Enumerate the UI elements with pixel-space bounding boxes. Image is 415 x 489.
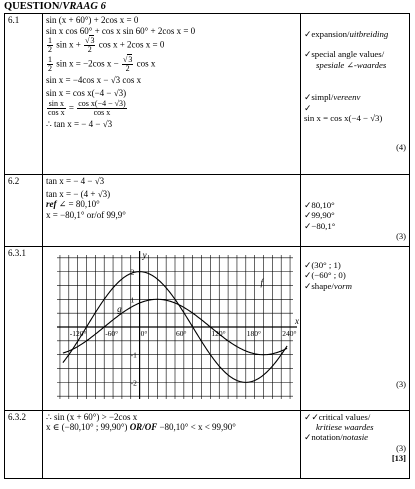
fraction: $\frac{√3}{2}$ xyxy=(85,36,95,55)
marks-cell xyxy=(301,14,410,175)
mark-total: (3) xyxy=(396,231,406,242)
mark-item: ✓shape/vorm xyxy=(304,280,352,291)
mark-item: spesiale ∠-waardes xyxy=(316,59,387,70)
title-prefix: QUESTION/ xyxy=(4,1,63,12)
x-tick-label: -120° xyxy=(69,329,87,338)
mark-item: ✓ xyxy=(304,102,312,113)
row-6-3-1 xyxy=(5,247,410,411)
grand-total: [13] xyxy=(391,452,406,463)
question-number: 6.3.2 xyxy=(5,410,43,478)
answer-line: ref ∠ = 80,10° xyxy=(46,199,100,210)
mark-item: sin x = cos x(−4 − √3) xyxy=(304,112,383,123)
row-6-2 xyxy=(5,175,410,247)
answer-line: x = −80,1° or/of 99,9° xyxy=(46,209,126,220)
answer-line: $\frac{1}{2}$ sin x = −2cos x − $\frac{√3}{2}$ cos x xyxy=(48,55,156,74)
answer-line: sin x = cos x(−4 − √3) xyxy=(46,87,127,98)
question-number: 6.2 xyxy=(5,175,43,247)
answer-line: ∴ tan x = − 4 − √3 xyxy=(46,119,113,130)
mark-item: ✓80,10° xyxy=(304,200,335,210)
x-tick-label: 180° xyxy=(246,329,262,338)
mark-item: ✓notation/notasie xyxy=(304,432,369,443)
y-tick-label: -2 xyxy=(130,378,137,388)
marks-cell xyxy=(301,247,410,411)
y-tick-label: 2 xyxy=(130,267,135,277)
question-number: 6.1 xyxy=(5,14,43,175)
mark-item: ✓99,90° xyxy=(304,210,335,221)
curve-f-label: f xyxy=(260,277,264,288)
fraction: $\frac{1}{2}$ xyxy=(48,55,52,74)
answer-line: x ∈ (−80,10° ; 99,90°) OR/OF −80,10° < x < 99,90° xyxy=(46,422,236,433)
x-tick-label: 240° xyxy=(282,329,297,338)
y-tick-label: 1 xyxy=(130,295,135,305)
row-6-3-2 xyxy=(5,410,410,478)
x-tick-label: 60° xyxy=(176,329,187,338)
answer-line: $\frac{\text{sin x}}{\text{cos x}}$ = $\frac{\text{cos x(−4 − √3)}}{\text{cos x}}$ xyxy=(48,99,126,118)
marks-cell xyxy=(301,410,410,478)
mark-total: (4) xyxy=(396,142,406,153)
fraction: $\frac{√3}{2}$ xyxy=(122,55,133,74)
memo-table xyxy=(4,13,410,479)
answer-line: sin x cos 60° + cos x sin 60° + 2cos x = 0 xyxy=(46,25,196,36)
graph-cell xyxy=(43,247,301,411)
x-tick-label: -60° xyxy=(105,329,119,338)
row-6-1 xyxy=(5,14,410,175)
mark-item: ✓−80,1° xyxy=(304,220,336,231)
title-afrikaans: VRAAG 6 xyxy=(62,1,106,12)
fraction: $\frac{\text{cos x(−4 − √3)}}{\text{cos x}}$ xyxy=(78,99,126,118)
mark-item: kritiese waardes xyxy=(316,421,374,432)
x-axis-label: x xyxy=(295,316,299,326)
answer-line: sin x = −4cos x − √3 cos x xyxy=(46,75,142,86)
mark-item: ✓simpl/vereenv xyxy=(304,92,361,103)
question-number: 6.3.1 xyxy=(5,247,43,411)
mark-item: ✓special angle values/ xyxy=(304,49,385,60)
mark-item: ✓(30° ; 1) xyxy=(304,260,341,270)
answer-cell xyxy=(43,410,301,478)
fraction: $\frac{\text{sin x}}{\text{cos x}}$ xyxy=(48,99,65,118)
mark-item: ✓(−60° ; 0) xyxy=(304,270,346,281)
x-tick-label: 120° xyxy=(211,329,226,338)
mark-total: (3) xyxy=(396,379,406,390)
answer-line: tan x = − (4 + √3) xyxy=(46,188,111,199)
mark-total: (3) xyxy=(396,442,406,453)
x-tick-label: 0° xyxy=(140,329,148,338)
y-tick-label: -1 xyxy=(130,350,137,360)
answer-line: tan x = − 4 − √3 xyxy=(46,176,105,186)
y-axis-label: y xyxy=(142,250,147,260)
answer-cell xyxy=(43,14,301,175)
mark-item: ✓✓critical values/ xyxy=(304,411,371,422)
trig-graph xyxy=(43,247,299,407)
answer-line: sin (x + 60°) + 2cos x = 0 xyxy=(46,15,139,25)
marks-cell xyxy=(301,175,410,247)
mark-item: ✓expansion/uitbreiding xyxy=(304,29,389,39)
question-title xyxy=(4,1,106,12)
answer-cell xyxy=(43,175,301,247)
curve-g-label: g xyxy=(117,303,122,314)
answer-line: $\frac{1}{2}$ sin x + $\frac{√3}{2}$ cos x + 2cos x = 0 xyxy=(48,36,165,55)
answer-line: ∴ sin (x + 60°) > −2cos x xyxy=(46,411,138,422)
fraction: $\frac{1}{2}$ xyxy=(48,36,52,55)
